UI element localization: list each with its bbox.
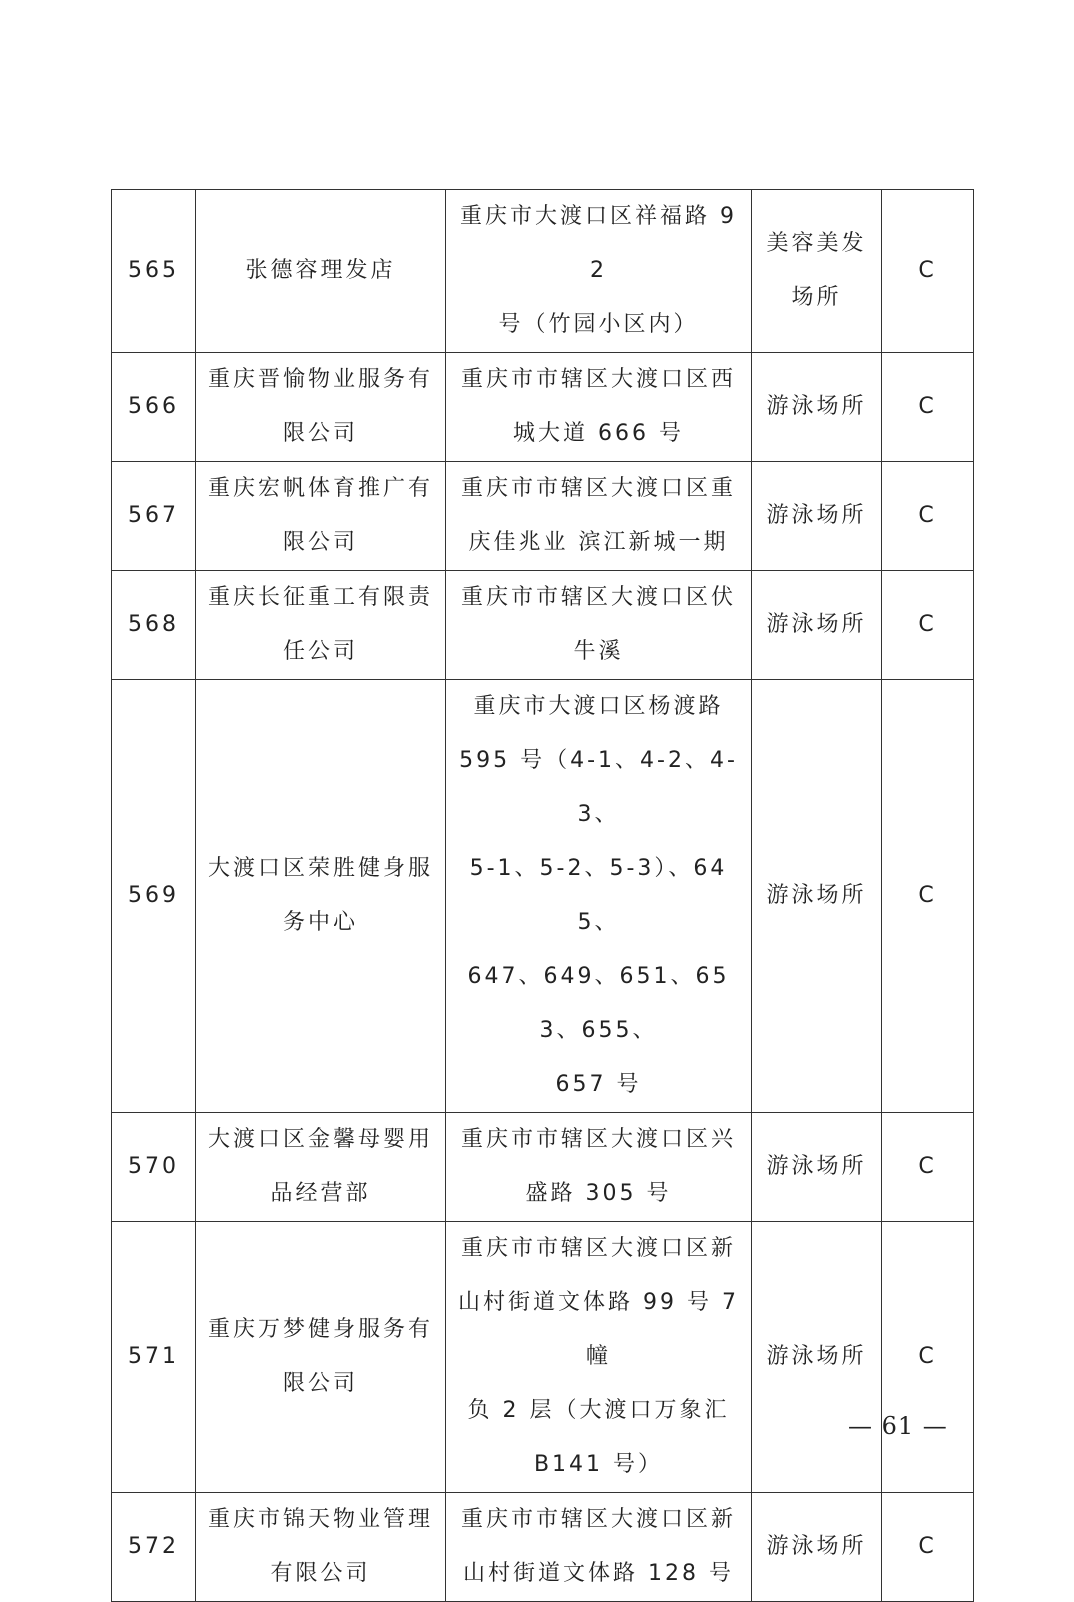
rating-level: C: [882, 1113, 974, 1222]
address: [446, 190, 752, 353]
company-name-line: 务中心: [282, 910, 358, 935]
rating-level: C: [882, 462, 974, 571]
table-row: [112, 571, 974, 680]
address-line: 号（竹园小区内）: [498, 312, 699, 337]
company-name-line: 任公司: [282, 639, 358, 664]
company-name-line: 限公司: [282, 530, 358, 555]
rating-level: C: [882, 190, 974, 353]
address: [446, 1113, 752, 1222]
rating-level: C: [882, 1222, 974, 1493]
company-name: [196, 1113, 446, 1222]
address: [446, 1493, 752, 1602]
company-name: [196, 353, 446, 462]
address-line: 重庆市市辖区大渡口区伏: [460, 585, 736, 610]
facility-type: [752, 462, 882, 571]
table-row: [112, 1222, 974, 1493]
company-name-line: 限公司: [282, 1371, 358, 1396]
company-name-line: 重庆市锦天物业管理: [207, 1507, 433, 1532]
address-line: 重庆市大渡口区祥福路 92: [460, 204, 737, 283]
address-line: 595 号（4-1、4-2、4-3、: [459, 748, 738, 827]
address-line: 山村街道文体路 99 号 7 幢: [458, 1290, 739, 1369]
row-number: 569: [112, 680, 196, 1113]
address: [446, 571, 752, 680]
facility-type-line: 游泳场所: [766, 1344, 867, 1369]
facility-type-line: 游泳场所: [766, 612, 867, 637]
company-name-line: 张德容理发店: [245, 258, 396, 283]
address-line: 山村街道文体路 128 号: [463, 1561, 734, 1586]
facility-type: [752, 190, 882, 353]
address-line: B141 号）: [533, 1452, 664, 1477]
company-name-line: 限公司: [282, 421, 358, 446]
facility-type: [752, 1493, 882, 1602]
address-line: 负 2 层（大渡口万象汇: [467, 1398, 730, 1423]
address-line: 5-1、5-2、5-3）、645、: [469, 856, 728, 935]
company-name-line: 重庆宏帆体育推广有: [207, 476, 433, 501]
company-name: [196, 462, 446, 571]
company-name-line: 大渡口区金馨母婴用: [207, 1127, 433, 1152]
address: [446, 462, 752, 571]
facility-type-line: 游泳场所: [766, 883, 867, 908]
company-name: [196, 1222, 446, 1493]
company-name-line: 有限公司: [270, 1561, 371, 1586]
table-row: [112, 680, 974, 1113]
company-name: [196, 190, 446, 353]
company-name: [196, 1493, 446, 1602]
address-line: 657 号: [555, 1072, 642, 1097]
facility-type: [752, 680, 882, 1113]
table-row: [112, 353, 974, 462]
row-number: 565: [112, 190, 196, 353]
address-line: 庆佳兆业 滨江新城一期: [468, 530, 729, 555]
table-row: [112, 462, 974, 571]
rating-level: C: [882, 680, 974, 1113]
row-number: 568: [112, 571, 196, 680]
row-number: 571: [112, 1222, 196, 1493]
address-line: 重庆市市辖区大渡口区西: [460, 367, 736, 392]
facility-type-line: 场所: [791, 285, 842, 310]
company-name-line: 重庆长征重工有限责: [207, 585, 433, 610]
facility-type: [752, 1222, 882, 1493]
address-line: 重庆市市辖区大渡口区兴: [460, 1127, 736, 1152]
address: [446, 353, 752, 462]
facility-type-line: 游泳场所: [766, 1154, 867, 1179]
row-number: 566: [112, 353, 196, 462]
company-name: [196, 571, 446, 680]
facility-type-line: 游泳场所: [766, 1534, 867, 1559]
facility-type-line: 游泳场所: [766, 394, 867, 419]
company-name: [196, 680, 446, 1113]
address-line: 牛溪: [573, 639, 624, 664]
company-name-line: 品经营部: [270, 1181, 371, 1206]
table-row: [112, 1493, 974, 1602]
facility-type-line: 游泳场所: [766, 503, 867, 528]
table-body: [112, 190, 974, 1602]
rating-level: C: [882, 1493, 974, 1602]
rating-level: C: [882, 571, 974, 680]
address-line: 重庆市市辖区大渡口区新: [460, 1236, 736, 1261]
page-number: — 61 —: [848, 1412, 948, 1440]
facility-type: [752, 571, 882, 680]
row-number: 570: [112, 1113, 196, 1222]
table-row: [112, 1113, 974, 1222]
facility-type: [752, 353, 882, 462]
address-line: 647、649、651、653、655、: [467, 964, 730, 1043]
address-line: 重庆市市辖区大渡口区重: [460, 476, 736, 501]
address: [446, 680, 752, 1113]
company-name-line: 重庆万梦健身服务有: [207, 1317, 433, 1342]
facility-type-line: 美容美发: [766, 231, 867, 256]
row-number: 567: [112, 462, 196, 571]
address: [446, 1222, 752, 1493]
facility-table: [111, 189, 974, 1602]
address-line: 重庆市市辖区大渡口区新: [460, 1507, 736, 1532]
address-line: 重庆市大渡口区杨渡路: [473, 694, 724, 719]
company-name-line: 重庆晋愉物业服务有: [207, 367, 433, 392]
company-name-line: 大渡口区荣胜健身服: [207, 856, 433, 881]
rating-level: C: [882, 353, 974, 462]
table-row: [112, 190, 974, 353]
row-number: 572: [112, 1493, 196, 1602]
address-line: 盛路 305 号: [525, 1181, 672, 1206]
address-line: 城大道 666 号: [513, 421, 684, 446]
facility-type: [752, 1113, 882, 1222]
